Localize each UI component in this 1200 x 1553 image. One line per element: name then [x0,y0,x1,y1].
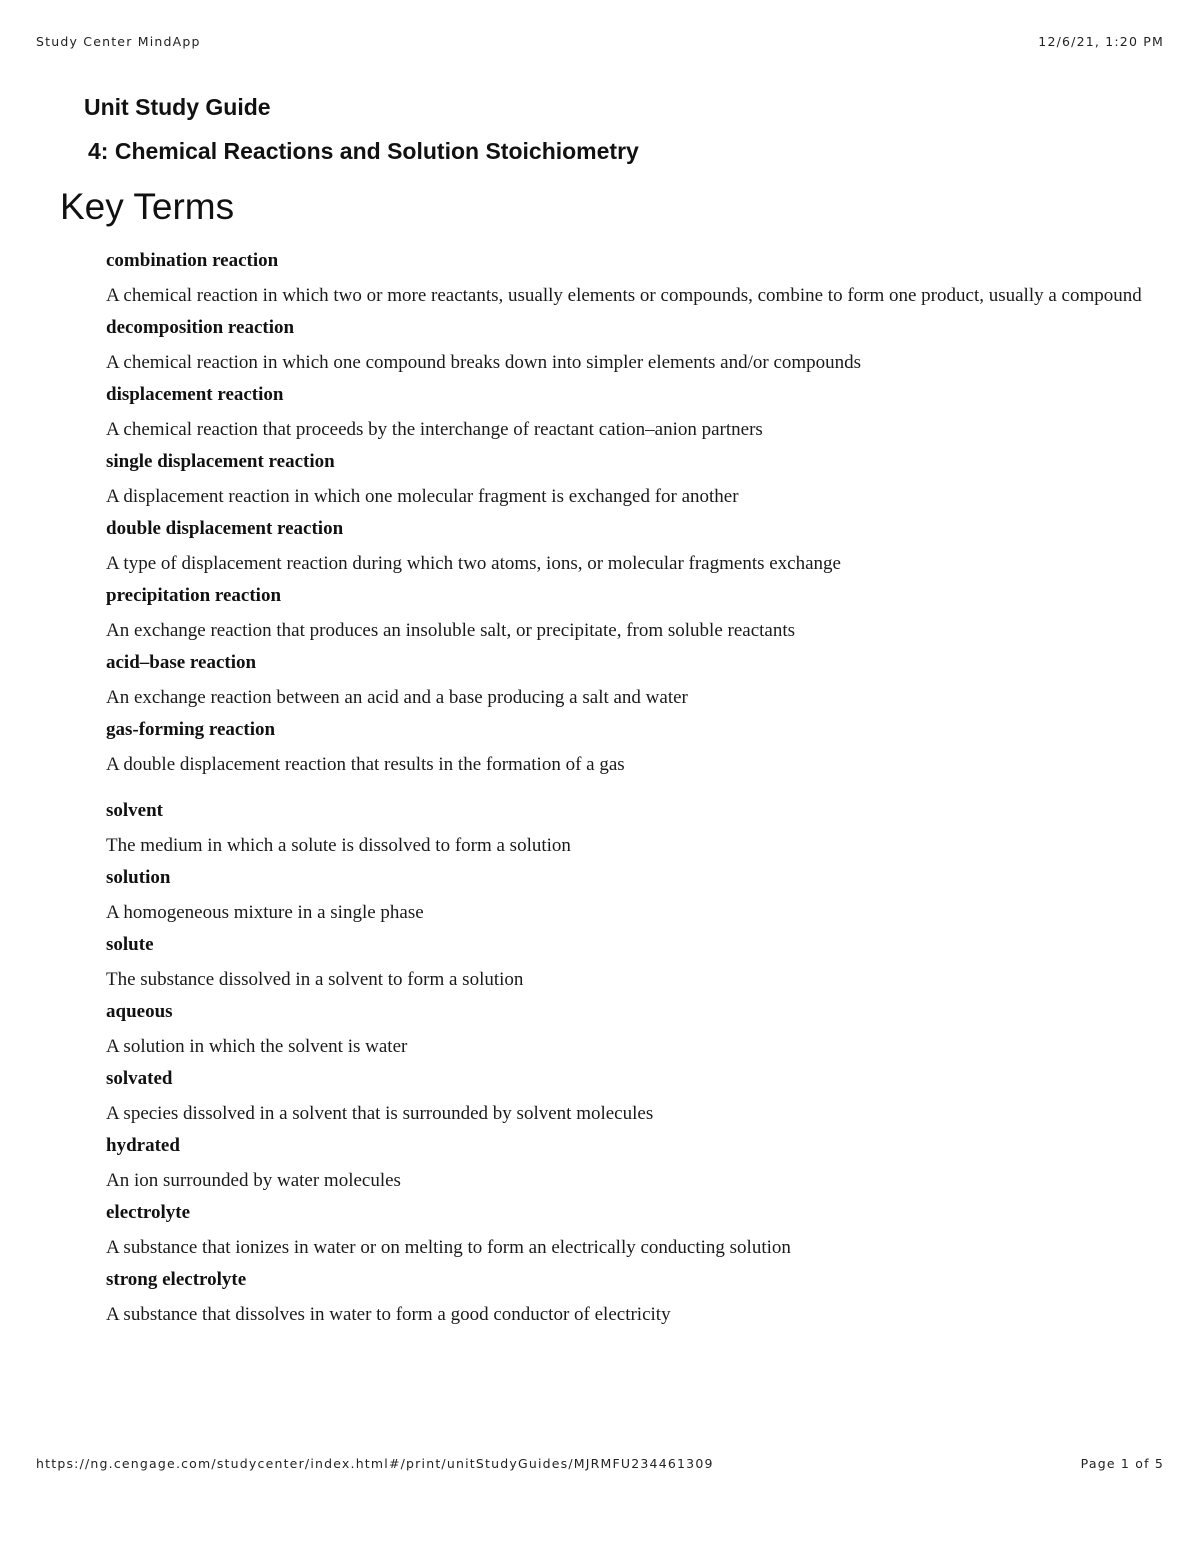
definition: A chemical reaction in which two or more reactants, usually elements or compounds, combine to form one product, usually a compound [106,285,1142,306]
definition: A substance that dissolves in water to form a good conductor of electricity [106,1304,671,1325]
guide-title: Unit Study Guide [84,94,271,120]
definition: A species dissolved in a solvent that is surrounded by solvent molecules [106,1103,654,1124]
term: double displacement reaction [106,518,344,539]
unit-title: 4: Chemical Reactions and Solution Stoichiometry [88,138,639,164]
term: gas-forming reaction [106,719,276,740]
section-heading: Key Terms [60,186,235,227]
term: solvent [106,800,163,821]
definition: The medium in which a solute is dissolved to form a solution [106,835,571,856]
definition: A type of displacement reaction during which two atoms, ions, or molecular fragments exchange [106,553,841,574]
term: strong electrolyte [106,1269,247,1290]
definition: A solution in which the solvent is water [106,1036,408,1057]
print-timestamp: 12/6/21, 1:20 PM [1038,34,1164,49]
definition: An ion surrounded by water molecules [106,1170,401,1191]
app-name: Study Center MindApp [36,34,201,49]
definition: A chemical reaction that proceeds by the interchange of reactant cation–anion partners [106,419,763,440]
definition: A substance that ionizes in water or on melting to form an electrically conducting solution [106,1237,791,1258]
definition: An exchange reaction between an acid and a base producing a salt and water [106,687,688,708]
print-header [36,34,1164,49]
term: displacement reaction [106,384,284,405]
page-number: Page 1 of 5 [1080,1456,1164,1471]
page-url: https://ng.cengage.com/studycenter/index.html#/print/unitStudyGuides/MJRMFU234461309 [36,1456,714,1471]
term: solution [106,867,171,888]
print-footer [36,1456,1164,1471]
definition: An exchange reaction that produces an insoluble salt, or precipitate, from soluble reactants [106,620,796,641]
key-terms-list [106,247,1166,1333]
term: decomposition reaction [106,317,295,338]
term: solute [106,934,154,955]
definition: The substance dissolved in a solvent to form a solution [106,969,524,990]
definition: A chemical reaction in which one compound breaks down into simpler elements and/or compounds [106,352,862,373]
term: solvated [106,1068,173,1089]
definition: A displacement reaction in which one molecular fragment is exchanged for another [106,486,739,507]
term: combination reaction [106,250,279,271]
term: acid–base reaction [106,652,257,673]
term: precipitation reaction [106,585,282,606]
term: aqueous [106,1001,173,1022]
term: single displacement reaction [106,451,335,472]
term: hydrated [106,1135,180,1156]
definition: A double displacement reaction that results in the formation of a gas [106,754,625,775]
definition: A homogeneous mixture in a single phase [106,902,424,923]
term: electrolyte [106,1202,191,1223]
